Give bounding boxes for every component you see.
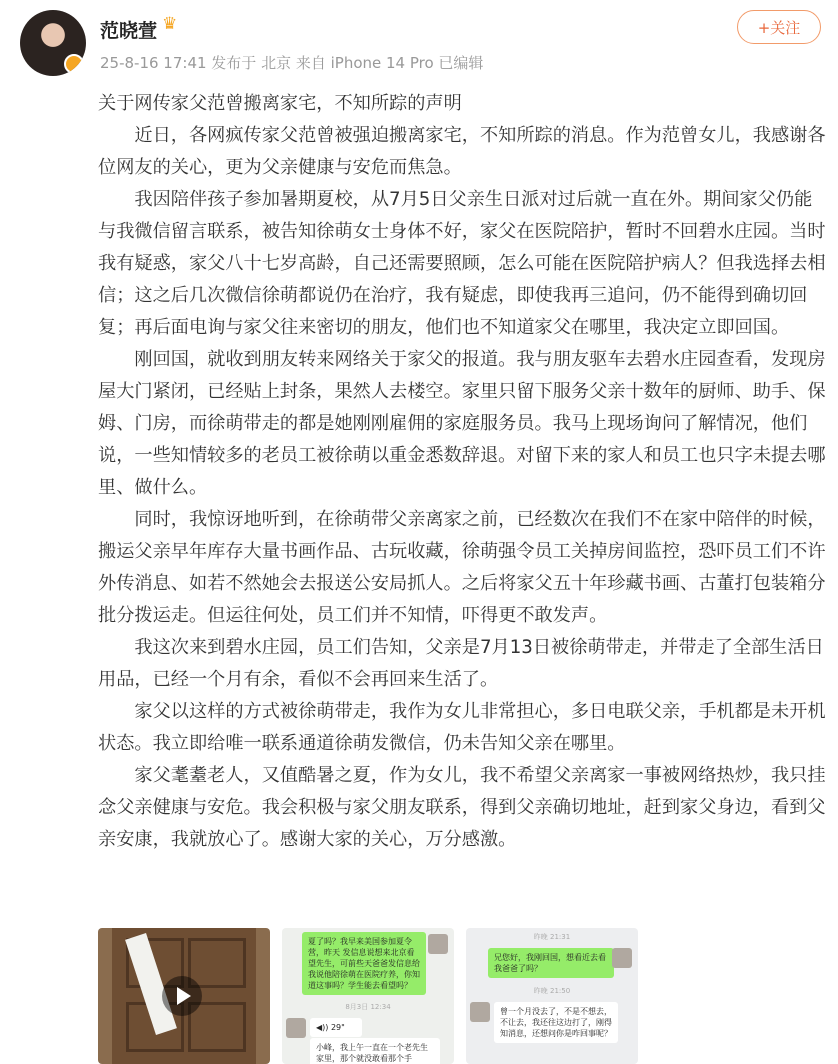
voice-icon: ◀)) (316, 1023, 329, 1032)
play-icon[interactable] (162, 976, 202, 1016)
post-paragraph: 刚回国，就收到朋友转来网络关于家父的报道。我与朋友驱车去碧水庄园查看，发现房屋大门紧闭，已经贴上封条，果然人去楼空。家里只留下服务父亲十数年的厨师、助手、保姆、门房，而徐萌带走的都是她刚刚雇佣的家庭服务员。我马上现场询问了解情况，他们说，一些知情较多的老员工被徐萌以重金悉数辞退。对留下来的家人和员工也只字未提去哪里、做什么。 (98, 349, 826, 498)
post-content (98, 88, 826, 856)
post-paragraph: 家父以这样的方式被徐萌带走，我作为女儿非常担心，多日电联父亲，手机都是未开机状态。我立即给唯一联系通道徐萌发微信，仍未告知父亲在哪里。 (98, 701, 826, 754)
author-avatar[interactable] (20, 10, 86, 76)
chat-bubble: 曾一个月没去了，不是不想去，不让去，我还往这边打了，刚得知消息，还想问你是咋回事呢？ (494, 1002, 618, 1043)
chat-avatar (612, 948, 632, 968)
image-grid (98, 928, 638, 1064)
chat-timestamp: 8月3日 12:34 (345, 1003, 391, 1011)
post-paragraph: 我这次来到碧水庄园，员工们告知，父亲是7月13日被徐萌带走，并带走了全部生活日用品，已经一个月有余，看似不会再回来生活了。 (98, 637, 824, 690)
verified-badge-icon (64, 54, 84, 74)
post-header (0, 0, 838, 88)
chat-bubble: 夏了吗？我早来美国参加夏令营，昨天 发信息说想来北京看望先生，可前些天爸爸发信息给我说他陪徐萌在医院疗养，你知道这事吗？学生能去看望吗？ (302, 932, 426, 995)
chat-timestamp: 昨晚 21:50 (533, 987, 571, 995)
chat-avatar (428, 934, 448, 954)
chat-avatar (286, 1018, 306, 1038)
chat-bubble: 兄您好，我刚回国，想看近去看我爸爸了吗？ (488, 948, 614, 978)
chat-avatar (470, 1002, 490, 1022)
voice-message (310, 1018, 362, 1037)
chat-timestamp: 昨晚 21:31 (533, 933, 571, 941)
video-thumbnail-door[interactable] (98, 928, 270, 1064)
post-paragraph: 我因陪伴孩子参加暑期夏校，从7月5日父亲生日派对过后就一直在外。期间家父仍能与我微信留言联系，被告知徐萌女士身体不好，家父在医院陪护，暂时不回碧水庄园。当时我有疑惑，家父八十七岁高龄，自己还需要照顾，怎么可能在医院陪护病人？但我选择去相信；这之后几次微信徐萌都说仍在治疗，我有疑虑，即使我再三追问，仍不能得到确切回复；再后面电询与家父往来密切的朋友，他们也不知道家父在哪里，我决定立即回国。 (98, 189, 826, 338)
voice-duration: 29" (330, 1023, 345, 1032)
chat-screenshot-2[interactable] (466, 928, 638, 1064)
follow-button[interactable]: +关注 (737, 10, 821, 44)
post-paragraph: 家父耄耋老人，又值酷暑之夏，作为女儿，我不希望父亲离家一事被网络热炒，我只挂念父亲健康与安危。我会积极与家父朋友联系，得到父亲确切地址，赶到家父身边，看到父亲安康，我就放心了。感谢大家的关心，万分感激。 (98, 765, 826, 850)
door-panel (188, 938, 246, 988)
post-title: 关于网传家父范曾搬离家宅，不知所踪的声明 (98, 93, 462, 114)
chat-bubble: 小峰，我上午一直在一个老先生家里，那个就没敢看那个手 (310, 1038, 440, 1064)
author-name[interactable]: 范晓萱 (100, 20, 158, 42)
post-paragraph: 同时，我惊讶地听到，在徐萌带父亲离家之前，已经数次在我们不在家中陪伴的时候，搬运父亲早年库存大量书画作品、古玩收藏，徐萌强令员工关掉房间监控，恐吓员工们不许外传消息、如若不然她会去报送公安局抓人。之后将家父五十年珍藏书画、古董打包装箱分批分拨运走。但运往何处，员工们并不知情，吓得更不敢发声。 (98, 509, 826, 626)
chat-screenshot-1[interactable] (282, 928, 454, 1064)
post-meta: 25-8-16 17:41 发布于 北京 来自 iPhone 14 Pro 已编辑 (100, 54, 484, 72)
member-crown-icon: ♛ (162, 14, 178, 34)
post-paragraph: 近日，各网疯传家父范曾被强迫搬离家宅，不知所踪的消息。作为范曾女儿，我感谢各位网友的关心，更为父亲健康与安危而焦急。 (98, 125, 826, 178)
